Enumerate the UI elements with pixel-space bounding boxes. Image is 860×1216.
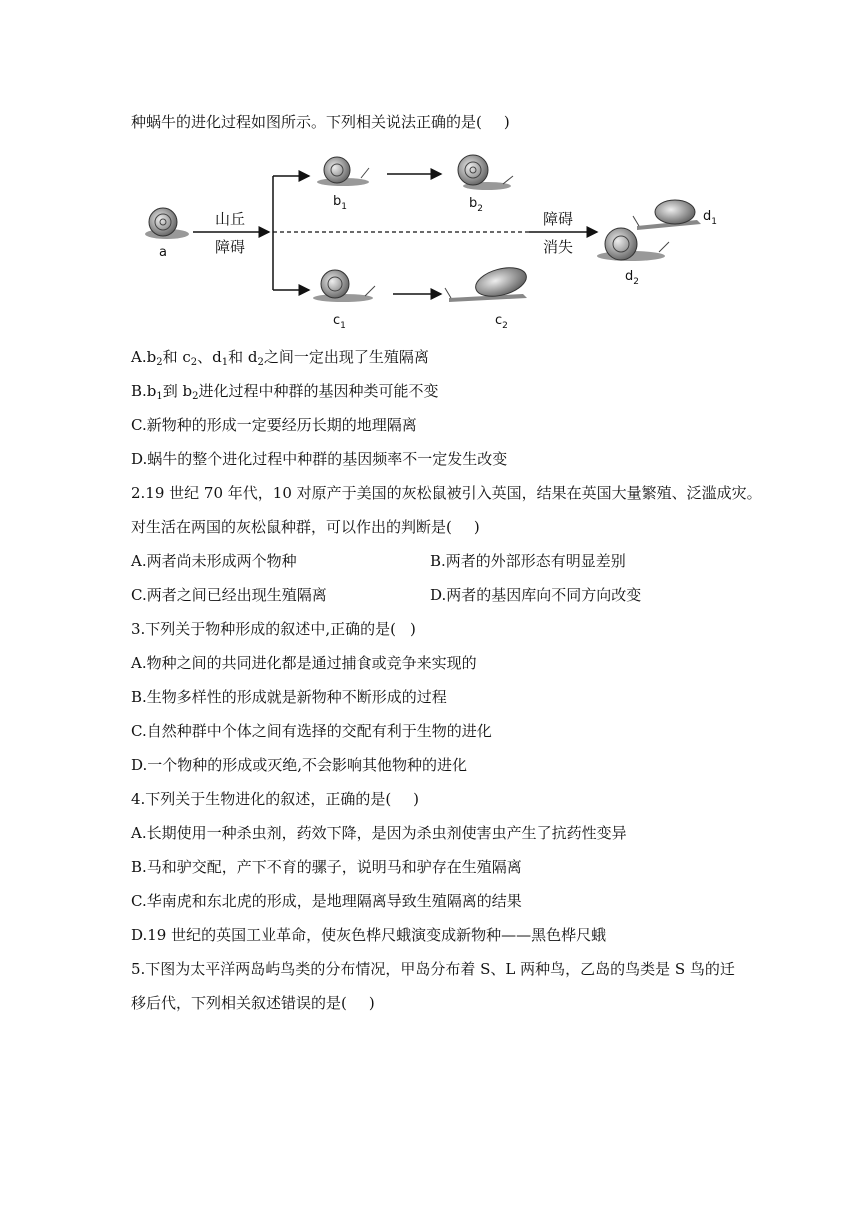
barrier-label-bottom: 障碍 xyxy=(215,238,246,256)
q3-option-c: C.自然种群中个体之间有选择的交配有利于生物的进化 xyxy=(131,722,492,740)
q5-stem-line1: 5.下图为太平洋两岛屿鸟类的分布情况，甲岛分布着 S、L 两种鸟，乙岛的鸟类是 S 鸟的迁 xyxy=(131,960,735,978)
q2-stem-line1: 2.19 世纪 70 年代，10 对原产于美国的灰松鼠被引入英国，结果在英国大量繁殖、泛滥成灾。 xyxy=(131,484,762,502)
q4-option-d: D.19 世纪的英国工业革命，使灰色桦尺蛾演变成新物种——黑色桦尺蛾 xyxy=(131,926,607,944)
q1-option-d: D.蜗牛的整个进化过程中种群的基因频率不一定发生改变 xyxy=(131,450,508,468)
q2-option-b: B.两者的外部形态有明显差别 xyxy=(430,552,626,570)
label-c2: $c_2$ xyxy=(495,313,508,331)
snail-b2-icon xyxy=(458,155,513,190)
q1-option-c: C.新物种的形成一定要经历长期的地理隔离 xyxy=(131,416,417,434)
label-d2: $d_2$ xyxy=(625,269,639,287)
vanish-label-bottom: 消失 xyxy=(543,238,574,256)
q2-stem-line2: 对生活在两国的灰松鼠种群，可以作出的判断是( ) xyxy=(131,518,480,536)
question-1-stem: 种蜗牛的进化过程如图所示。下列相关说法正确的是( ) xyxy=(131,113,510,131)
q2-option-c: C.两者之间已经出现生殖隔离 xyxy=(131,586,327,604)
snail-b1-icon xyxy=(317,157,369,186)
q3-option-d: D.一个物种的形成或灭绝,不会影响其他物种的进化 xyxy=(131,756,468,774)
snail-d1-icon xyxy=(633,200,701,230)
q4-stem: 4.下列关于生物进化的叙述，正确的是( ) xyxy=(131,790,420,808)
label-b1: $b_1$ xyxy=(333,194,347,212)
q1-option-b: $B.b_1$到 $b_2$进化过程中种群的基因种类可能不变 xyxy=(131,382,439,402)
q2-options-row1 xyxy=(131,551,731,571)
snail-c2-icon xyxy=(445,263,529,302)
q4-option-c: C.华南虎和东北虎的形成，是地理隔离导致生殖隔离的结果 xyxy=(131,892,522,910)
snail-evolution-figure xyxy=(131,146,721,336)
label-b2: $b_2$ xyxy=(469,196,483,214)
q2-option-a: A.两者尚未形成两个物种 xyxy=(131,552,297,570)
label-c1: $c_1$ xyxy=(333,313,346,331)
label-a: a xyxy=(159,245,167,260)
q3-stem: 3.下列关于物种形成的叙述中,正确的是( ) xyxy=(131,620,416,638)
vanish-label-top: 障碍 xyxy=(543,210,574,228)
snail-d2-icon xyxy=(597,228,669,261)
label-d1: $d_1$ xyxy=(703,209,717,227)
q1-option-a: $A.b_2$和 $c_2$、$d_1$和 $d_2$之间一定出现了生殖隔离 xyxy=(131,348,429,368)
barrier-label-top: 山丘 xyxy=(215,210,246,228)
q4-option-b: B.马和驴交配，产下不育的骡子，说明马和驴存在生殖隔离 xyxy=(131,858,522,876)
snail-a-icon xyxy=(145,208,189,239)
q4-option-a: A.长期使用一种杀虫剂，药效下降，是因为杀虫剂使害虫产生了抗药性变异 xyxy=(131,824,627,842)
q2-options-row2 xyxy=(131,585,731,605)
q3-option-b: B.生物多样性的形成就是新物种不断形成的过程 xyxy=(131,688,447,706)
q5-stem-line2: 移后代，下列相关叙述错误的是( ) xyxy=(131,994,375,1012)
snail-c1-icon xyxy=(313,270,375,302)
q2-option-d: D.两者的基因库向不同方向改变 xyxy=(430,586,642,604)
q3-option-a: A.物种之间的共同进化都是通过捕食或竞争来实现的 xyxy=(131,654,477,672)
